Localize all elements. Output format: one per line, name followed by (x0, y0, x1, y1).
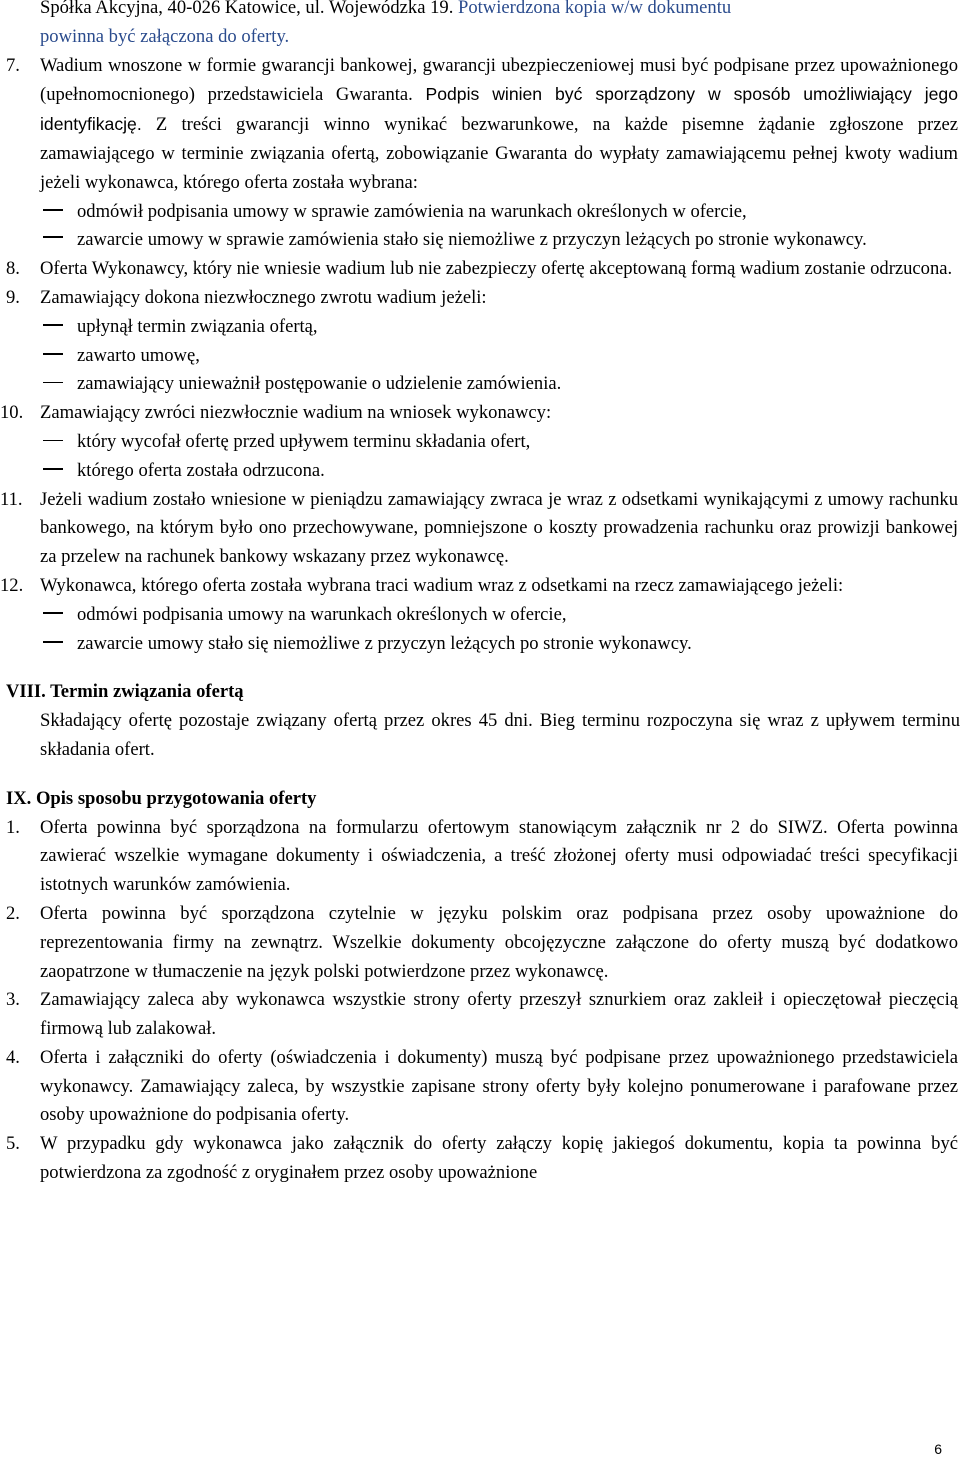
bullet-item (40, 630, 960, 659)
item-8 (0, 255, 960, 284)
item7-text-b: Podpis winien być sporządzony w sposób umożliwiający jego identyfikację. (40, 84, 958, 135)
item-text: Zamawiający zaleca aby wykonawca wszystkie strony oferty przeszył sznurkiem oraz zakleił i opieczętował pieczęcią firmową lub zalakował. (40, 989, 958, 1040)
spacer (0, 765, 960, 785)
section-8-heading: VIII. Termin związania ofertą (6, 681, 244, 703)
bullet-item (40, 198, 960, 227)
bullet-item (40, 313, 960, 342)
item-text: Wykonawca, którego oferta została wybrana traci wadium wraz z odsetkami na rzecz zamawiającego jeżeli: (40, 574, 844, 596)
item-9 (0, 284, 960, 313)
item-text: Jeżeli wadium zostało wniesione w pieniądzu zamawiający zwraca je wraz z odsetkami wynikającymi z umowy rachunku bankowego, na którym było ono przechowywane, pomniejszone o koszty prowadzenia rachunku oraz prowizji bankowej za przelew na rachunek bankowy wskazany przez wykonawcę. (40, 488, 958, 568)
bullet-item (40, 370, 960, 399)
bullet-text: zawarcie umowy w sprawie zamówienia stało się niemożliwe z przyczyn leżących po stronie wykonawcy. (77, 229, 867, 251)
section-9-item-4 (0, 1044, 960, 1130)
bullet-item (40, 226, 960, 255)
item-number: 10. (0, 402, 24, 424)
item-text: Oferta Wykonawcy, który nie wniesie wadium lub nie zabezpieczy ofertę akceptowaną formą wadium zostanie odrzucona. (40, 258, 953, 280)
section-8-text: Składający ofertę pozostaje związany ofertą przez okres 45 dni. Bieg terminu rozpoczyna się wraz z upływem terminu składania ofert. (40, 710, 960, 760)
item-text: W przypadku gdy wykonawca jako załącznik do oferty załączy kopię jakiegoś dokumentu, kopia ta powinna być potwierdzona za zgodność z oryginałem przez osoby upoważnione (40, 1133, 958, 1184)
dash-marker (40, 226, 77, 255)
bullet-text: zawarcie umowy stało się niemożliwe z przyczyn leżących po stronie wykonawcy. (77, 632, 692, 654)
item-text: Zamawiający dokona niezwłocznego zwrotu wadium jeżeli: (40, 286, 487, 308)
dash-marker (40, 198, 77, 227)
item-number: 11. (0, 488, 23, 510)
dash-marker (40, 313, 77, 342)
item-number: 4. (6, 1046, 20, 1068)
dash-marker (40, 601, 77, 630)
item-number: 8. (6, 258, 20, 280)
item-number: 2. (6, 902, 20, 924)
dash-marker (40, 428, 77, 457)
item-text: Oferta i załączniki do oferty (oświadczenia i dokumenty) muszą być podpisane przez upoważnionego przedstawiciela wykonawcy. Zamawiający zaleca, by wszystkie zapisane strony oferty były kolejno ponumerowane i parafowane przez osoby upoważnione do podpisania oferty. (40, 1046, 958, 1126)
bullet-item (40, 601, 960, 630)
bullet-text: którego oferta została odrzucona. (77, 459, 325, 481)
item-number: 3. (6, 989, 20, 1011)
intro-link-text: Potwierdzona kopia w/w dokumentu (458, 0, 732, 18)
dash-marker (40, 342, 77, 371)
intro-paragraph (40, 0, 960, 52)
item-number: 9. (6, 286, 20, 308)
dash-marker (40, 457, 77, 486)
page-number: 6 (934, 1441, 942, 1457)
item-number: 1. (6, 816, 20, 838)
bullet-item (40, 342, 960, 371)
dash-marker (40, 370, 77, 399)
item-10 (0, 399, 960, 428)
section-9-item-1 (0, 814, 960, 900)
section-9-item-5 (0, 1130, 960, 1188)
section-9-heading: IX. Opis sposobu przygotowania oferty (6, 787, 317, 809)
item-12 (0, 572, 960, 601)
bullet-text: odmówi podpisania umowy na warunkach określonych w ofercie, (77, 603, 567, 625)
bullet-text: upłynął termin związania ofertą, (77, 315, 318, 337)
bullet-item (40, 457, 960, 486)
section-9-item-2 (0, 900, 960, 986)
item-text: Oferta powinna być sporządzona czytelnie w języku polskim oraz podpisana przez osoby upoważnione do reprezentowania firmy na zewnątrz. Wszelkie dokumenty obcojęzyczne załączone do oferty muszą być dodatkowo zaopatrzone w tłumaczenie na język polski potwierdzone przez wykonawcę. (40, 902, 958, 982)
item7-text-c: Z treści gwarancji winno wynikać bezwarunkowe, na każde pisemne żądanie zgłoszone przez zamawiającego w terminie związania ofertą, zobowiązanie Gwaranta do wypłaty zamawiającemu pełnej kwoty wadium jeżeli wykonawca, którego oferta została wybrana: (40, 114, 958, 193)
item-11 (0, 486, 960, 572)
bullet-text: zamawiający unieważnił postępowanie o udzielenie zamówienia. (77, 373, 562, 395)
bullet-item (40, 428, 960, 457)
item-text: Zamawiający zwróci niezwłocznie wadium na wniosek wykonawcy: (40, 402, 552, 424)
item-text: Oferta powinna być sporządzona na formularzu ofertowym stanowiącym załącznik nr 2 do SIWZ. Oferta powinna zawierać wszelkie wymagane dokumenty i oświadczenia, a treść złożonej oferty musi odpowiadać treści specyfikacji istotnych warunków zamówienia. (40, 816, 958, 896)
item-number: 5. (6, 1133, 20, 1155)
bullet-text: zawarto umowę, (77, 344, 200, 366)
dash-marker (40, 630, 77, 659)
item-text (40, 52, 960, 198)
item-number: 12. (0, 574, 24, 596)
section-9-item-3 (0, 986, 960, 1044)
bullet-text: który wycofał ofertę przed upływem terminu składania ofert, (77, 430, 531, 452)
item-7 (0, 52, 960, 198)
item-number: 7. (6, 54, 20, 76)
item7-text-a: Wadium wnoszone w formie gwarancji bankowej, gwarancji ubezpieczeniowej musi być podpisane przez upoważnionego (upełnomocnionego) przedstawiciela Gwaranta. (40, 54, 958, 106)
spacer (0, 658, 960, 678)
intro-line2-text: powinna być załączona do oferty. (40, 25, 290, 47)
intro-line1-text: Spółka Akcyjna, 40-026 Katowice, ul. Wojewódzka 19. (40, 0, 458, 18)
bullet-text: odmówił podpisania umowy w sprawie zamówienia na warunkach określonych w ofercie, (77, 200, 747, 222)
